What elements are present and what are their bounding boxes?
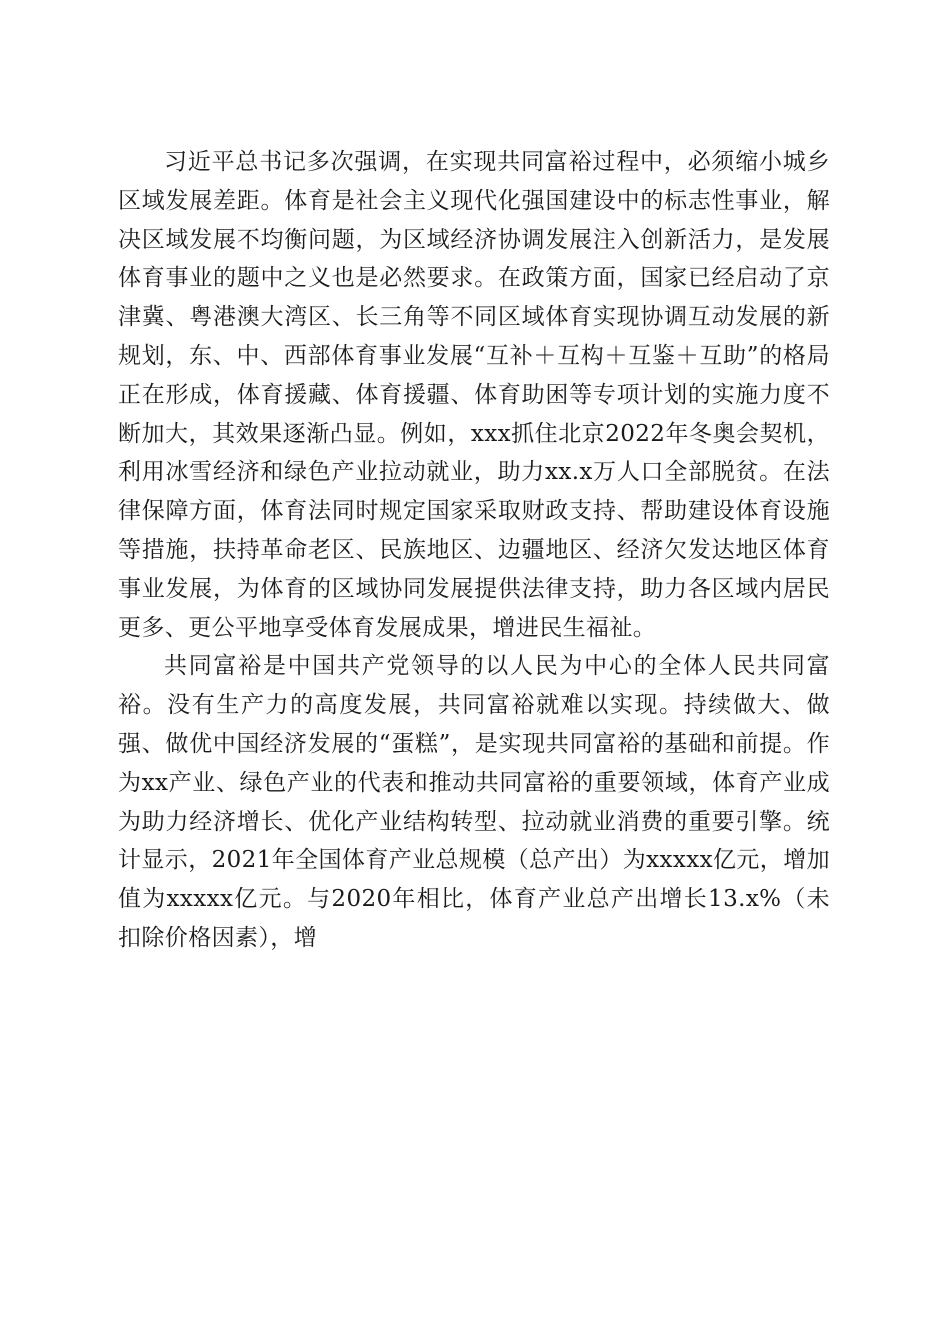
paragraph-common-prosperity: 共同富裕是中国共产党领导的以人民为中心的全体人民共同富裕。没有生产力的高度发展，共同富裕就难以实现。持续做大、做强、做优中国经济发展的“蛋糕”，是实现共同富裕的基础和前提。作为xx产业、绿色产业的代表和推动共同富裕的重要领域，体育产业成为助力经济增长、优化产业结构转型、拉动就业消费的重要引擎。统计显示，2021年全国体育产业总规模（总产出）为xxxxx亿元，增加值为xxxxx亿元。与2020年相比，体育产业总产出增长13.x%（未扣除价格因素），增	[118, 653, 830, 951]
document-body	[118, 143, 830, 958]
paragraph-regional-development: 习近平总书记多次强调，在实现共同富裕过程中，必须缩小城乡区域发展差距。体育是社会主义现代化强国建设中的标志性事业，解决区域发展不均衡问题，为区域经济协调发展注入创新活力，是发展体育事业的题中之义也是必然要求。在政策方面，国家已经启动了京津冀、粤港澳大湾区、长三角等不同区域体育实现协调互动发展的新规划，东、中、西部体育事业发展“互补＋互构＋互鉴＋互助”的格局正在形成，体育援藏、体育援疆、体育助困等专项计划的实施力度不断加大，其效果逐渐凸显。例如，xxx抓住北京2022年冬奥会契机，利用冰雪经济和绿色产业拉动就业，助力xx.x万人口全部脱贫。在法律保障方面，体育法同时规定国家采取财政支持、帮助建设体育设施等措施，扶持革命老区、民族地区、边疆地区、经济欠发达地区体育事业发展，为体育的区域协同发展提供法律支持，助力各区域内居民更多、更公平地享受体育发展成果，增进民生福祉。	[118, 149, 830, 641]
